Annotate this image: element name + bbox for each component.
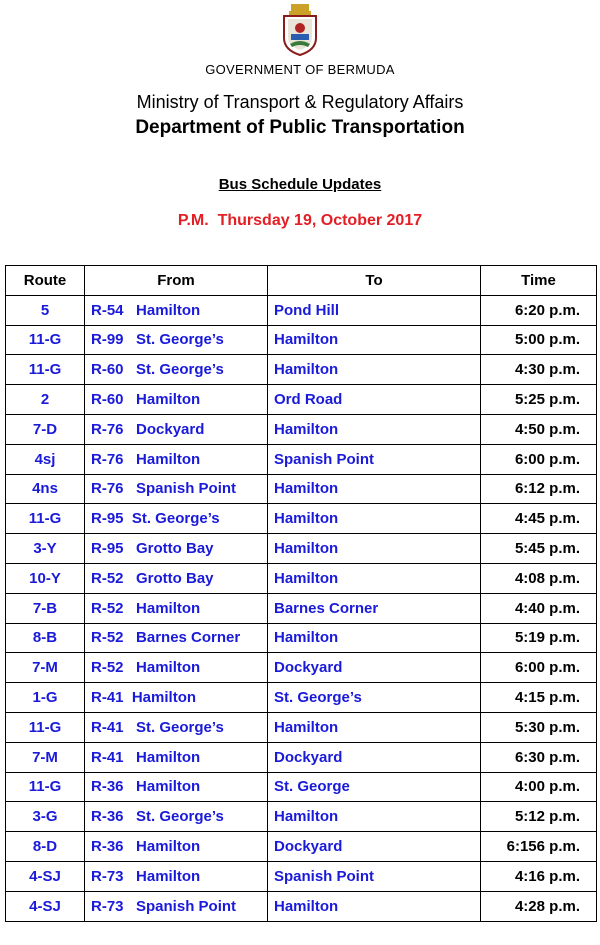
table-row [6, 325, 597, 355]
time-cell: 5:45 p.m. [481, 534, 597, 564]
route-cell: 11-G [6, 772, 85, 802]
from-cell: R-36 Hamilton [85, 772, 268, 802]
to-cell: Hamilton [268, 504, 481, 534]
to-cell: Hamilton [268, 534, 481, 564]
table-row [6, 772, 597, 802]
route-cell: 7-B [6, 593, 85, 623]
table-row [6, 742, 597, 772]
time-cell: 4:00 p.m. [481, 772, 597, 802]
table-row [6, 534, 597, 564]
route-cell: 5 [6, 295, 85, 325]
government-name: GOVERNMENT OF BERMUDA [205, 62, 395, 77]
table-row [6, 653, 597, 683]
time-cell: 5:30 p.m. [481, 712, 597, 742]
time-cell: 5:19 p.m. [481, 623, 597, 653]
table-row [6, 802, 597, 832]
table-row [6, 355, 597, 385]
table-row [6, 861, 597, 891]
time-cell: 4:28 p.m. [481, 891, 597, 921]
to-cell: Dockyard [268, 832, 481, 862]
route-cell: 11-G [6, 504, 85, 534]
from-cell: R-36 Hamilton [85, 832, 268, 862]
table-row [6, 832, 597, 862]
to-cell: Dockyard [268, 653, 481, 683]
from-cell: R-76 Dockyard [85, 414, 268, 444]
to-cell: Hamilton [268, 623, 481, 653]
to-cell: Hamilton [268, 325, 481, 355]
table-row [6, 593, 597, 623]
route-cell: 4ns [6, 474, 85, 504]
from-cell: R-41 Hamilton [85, 742, 268, 772]
from-cell: R-41 Hamilton [85, 683, 268, 713]
route-cell: 4-SJ [6, 891, 85, 921]
column-header-route: Route [6, 266, 85, 296]
to-cell: Hamilton [268, 355, 481, 385]
to-cell: Hamilton [268, 712, 481, 742]
from-cell: R-99 St. George’s [85, 325, 268, 355]
schedule-date: P.M. Thursday 19, October 2017 [177, 212, 423, 229]
table-row [6, 891, 597, 921]
from-cell: R-95 Grotto Bay [85, 534, 268, 564]
route-cell: 11-G [6, 325, 85, 355]
time-cell: 6:00 p.m. [481, 444, 597, 474]
time-cell: 4:16 p.m. [481, 861, 597, 891]
from-cell: R-60 Hamilton [85, 385, 268, 415]
table-header-row [6, 266, 597, 296]
route-cell: 11-G [6, 712, 85, 742]
time-cell: 4:40 p.m. [481, 593, 597, 623]
time-cell: 6:20 p.m. [481, 295, 597, 325]
route-cell: 7-D [6, 414, 85, 444]
route-cell: 7-M [6, 653, 85, 683]
document-subtitle: Bus Schedule Updates [218, 176, 382, 193]
table-row [6, 563, 597, 593]
time-cell: 4:08 p.m. [481, 563, 597, 593]
to-cell: Ord Road [268, 385, 481, 415]
time-cell: 5:00 p.m. [481, 325, 597, 355]
to-cell: Hamilton [268, 474, 481, 504]
to-cell: Hamilton [268, 891, 481, 921]
from-cell: R-52 Grotto Bay [85, 563, 268, 593]
ministry-name: Ministry of Transport & Regulatory Affairs [136, 92, 464, 112]
route-cell: 8-D [6, 832, 85, 862]
to-cell: Barnes Corner [268, 593, 481, 623]
route-cell: 7-M [6, 742, 85, 772]
time-cell: 5:25 p.m. [481, 385, 597, 415]
column-header-to: To [268, 266, 481, 296]
time-cell: 6:30 p.m. [481, 742, 597, 772]
route-cell: 2 [6, 385, 85, 415]
from-cell: R-60 St. George’s [85, 355, 268, 385]
to-cell: Spanish Point [268, 444, 481, 474]
route-cell: 4-SJ [6, 861, 85, 891]
column-header-time: Time [481, 266, 597, 296]
table-row [6, 444, 597, 474]
table-row [6, 474, 597, 504]
from-cell: R-36 St. George’s [85, 802, 268, 832]
route-cell: 3-G [6, 802, 85, 832]
bus-schedule-table [5, 265, 597, 922]
route-cell: 8-B [6, 623, 85, 653]
route-cell: 3-Y [6, 534, 85, 564]
time-cell: 6:00 p.m. [481, 653, 597, 683]
time-cell: 6:12 p.m. [481, 474, 597, 504]
to-cell: Hamilton [268, 414, 481, 444]
table-row [6, 712, 597, 742]
time-cell: 4:30 p.m. [481, 355, 597, 385]
to-cell: Hamilton [268, 802, 481, 832]
from-cell: R-95 St. George’s [85, 504, 268, 534]
table-row [6, 385, 597, 415]
route-cell: 4sj [6, 444, 85, 474]
column-header-from: From [85, 266, 268, 296]
time-cell: 4:45 p.m. [481, 504, 597, 534]
route-cell: 10-Y [6, 563, 85, 593]
to-cell: Hamilton [268, 563, 481, 593]
from-cell: R-41 St. George’s [85, 712, 268, 742]
to-cell: Spanish Point [268, 861, 481, 891]
time-cell: 5:12 p.m. [481, 802, 597, 832]
table-row [6, 414, 597, 444]
table-row [6, 295, 597, 325]
time-cell: 6:156 p.m. [481, 832, 597, 862]
from-cell: R-54 Hamilton [85, 295, 268, 325]
from-cell: R-76 Spanish Point [85, 474, 268, 504]
from-cell: R-52 Hamilton [85, 653, 268, 683]
to-cell: Dockyard [268, 742, 481, 772]
from-cell: R-76 Hamilton [85, 444, 268, 474]
table-row [6, 504, 597, 534]
from-cell: R-52 Barnes Corner [85, 623, 268, 653]
table-row [6, 623, 597, 653]
table-row [6, 683, 597, 713]
department-name: Department of Public Transportation [135, 117, 465, 138]
time-cell: 4:15 p.m. [481, 683, 597, 713]
bermuda-crest-icon [281, 4, 319, 56]
time-cell: 4:50 p.m. [481, 414, 597, 444]
from-cell: R-73 Spanish Point [85, 891, 268, 921]
route-cell: 1-G [6, 683, 85, 713]
to-cell: Pond Hill [268, 295, 481, 325]
to-cell: St. George’s [268, 683, 481, 713]
from-cell: R-73 Hamilton [85, 861, 268, 891]
route-cell: 11-G [6, 355, 85, 385]
to-cell: St. George [268, 772, 481, 802]
from-cell: R-52 Hamilton [85, 593, 268, 623]
